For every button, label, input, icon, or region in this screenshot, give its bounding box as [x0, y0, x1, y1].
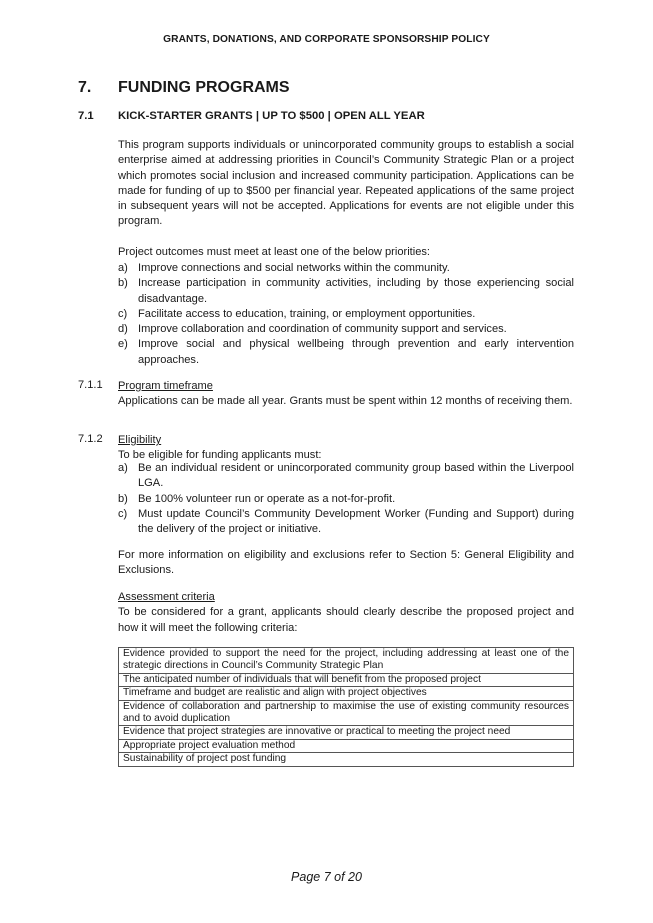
timeframe-text: Applications can be made all year. Grants must be spent within 12 months of receiving them.	[118, 395, 573, 408]
list-item	[118, 507, 574, 538]
list-marker: d)	[118, 323, 128, 336]
assessment-title: Assessment criteria	[118, 591, 215, 603]
table-row	[119, 673, 574, 686]
eligibility-intro: To be eligible for funding applicants must:	[118, 449, 322, 462]
timeframe-section	[118, 379, 574, 410]
criteria-table	[118, 647, 574, 767]
list-marker: c)	[118, 507, 128, 520]
table-row	[119, 753, 574, 766]
outcomes-list	[118, 261, 574, 368]
table-cell: Appropriate project evaluation method	[119, 739, 574, 752]
eligibility-title: Eligibility	[118, 434, 162, 446]
subsection-number: 7.1	[78, 110, 94, 122]
list-item	[118, 461, 574, 492]
table-cell: Evidence of collaboration and partnership to maximise the use of existing community resources and to avoid duplication	[119, 700, 574, 726]
list-item	[118, 261, 574, 276]
list-item-text: Improve collaboration and coordination of community support and services.	[138, 323, 507, 336]
list-marker: e)	[118, 338, 128, 351]
list-marker: b)	[118, 492, 128, 505]
table-cell: Sustainability of project post funding	[119, 753, 574, 766]
eligibility-number: 7.1.2	[78, 433, 103, 445]
section-number: 7.	[78, 79, 92, 96]
list-item	[118, 322, 574, 337]
list-marker: c)	[118, 307, 128, 320]
eligibility-list	[118, 461, 574, 537]
list-item-text: Increase participation in community activities, including by those experiencing social disadvantage.	[138, 277, 574, 305]
assessment-intro: To be considered for a grant, applicants should clearly describe the proposed project and how it will meet the following criteria:	[118, 606, 574, 634]
list-item	[118, 492, 574, 507]
section-heading	[78, 79, 290, 97]
list-item-text: Be an individual resident or unincorporated community group based within the Liverpool LGA.	[138, 462, 574, 490]
list-item	[118, 337, 574, 368]
section-title: FUNDING PROGRAMS	[118, 79, 290, 96]
table-row	[119, 648, 574, 674]
table-cell: The anticipated number of individuals that will benefit from the proposed project	[119, 673, 574, 686]
table-cell: Timeframe and budget are realistic and align with project objectives	[119, 687, 574, 700]
page-number: Page 7 of 20	[291, 870, 362, 884]
running-header: GRANTS, DONATIONS, AND CORPORATE SPONSORSHIP POLICY	[163, 34, 490, 45]
list-marker: a)	[118, 462, 128, 474]
list-item	[118, 307, 574, 322]
list-marker: b)	[118, 277, 128, 290]
program-intro-paragraph: This program supports individuals or unincorporated community groups to establish a social enterprise aimed at addressing priorities in Council’s Community Strategic Plan or a project which promotes social inclusion and increased community participation. Applications can be made for funding of up to $500 per financial year. Repeated applications of the same project in subsequent years will not be accepted. Applications for events are not eligible under this program.	[118, 139, 574, 228]
list-item-text: Facilitate access to education, training, or employment opportunities.	[138, 307, 476, 320]
table-row	[119, 726, 574, 739]
table-cell: Evidence provided to support the need for the project, including addressing at least one of the strategic directions in Council’s Community Strategic Plan	[119, 648, 574, 674]
timeframe-number: 7.1.1	[78, 379, 103, 391]
list-item-text: Must update Council’s Community Development Worker (Funding and Support) during the delivery of the project or initiative.	[138, 507, 574, 536]
table-row	[119, 687, 574, 700]
list-marker: a)	[118, 262, 128, 274]
outcomes-intro: Project outcomes must meet at least one of the below priorities:	[118, 246, 431, 258]
table-row	[119, 700, 574, 726]
table-cell: Evidence that project strategies are innovative or practical to meeting the project need	[119, 726, 574, 739]
subsection-heading	[78, 110, 425, 122]
assessment-section	[118, 590, 574, 636]
list-item	[118, 276, 574, 307]
timeframe-title: Program timeframe	[118, 380, 213, 392]
list-item-text: Be 100% volunteer run or operate as a not-for-profit.	[138, 492, 396, 505]
list-item-text: Improve social and physical wellbeing through prevention and early intervention approaches.	[138, 338, 574, 366]
table-row	[119, 739, 574, 752]
list-item-text: Improve connections and social networks within the community.	[138, 262, 450, 274]
eligibility-section	[118, 433, 574, 464]
eligibility-more-info: For more information on eligibility and exclusions refer to Section 5: General Eligibility and Exclusions.	[118, 549, 574, 577]
subsection-title: KICK-STARTER GRANTS | UP TO $500 | OPEN ALL YEAR	[118, 110, 425, 122]
